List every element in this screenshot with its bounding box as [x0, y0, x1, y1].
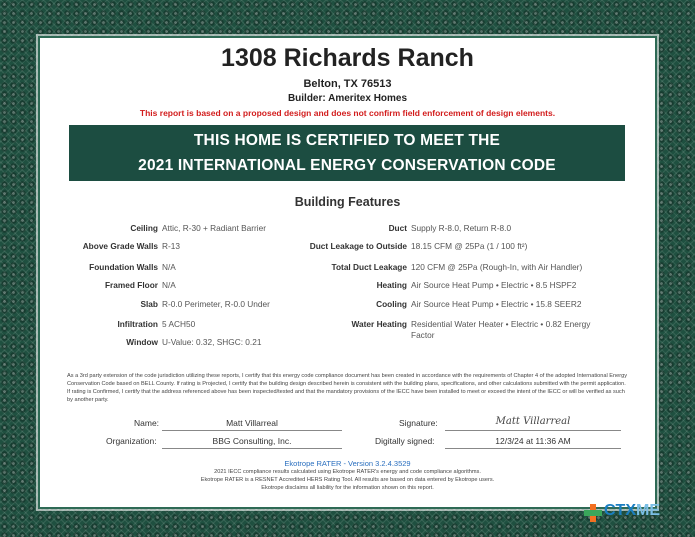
feature-label: Foundation Walls	[89, 262, 158, 272]
organization-label: Organization:	[106, 436, 157, 446]
footer-line-1: 2021 IECC compliance results calculated using Ekotrope RATER's energy and code compliance algorithms.	[214, 469, 481, 475]
feature-value: 5 ACH50	[162, 319, 196, 329]
feature-value: Residential Water Heater • Electric • 0.82 Energy	[411, 319, 591, 329]
feature-label: Duct	[388, 223, 407, 233]
feature-value: 18.15 CFM @ 25Pa (1 / 100 ft²)	[411, 241, 528, 251]
building-features-heading: Building Features	[294, 195, 401, 209]
builder-name: Builder: Ameritex Homes	[287, 93, 408, 104]
ctxme-logo	[582, 500, 695, 530]
feature-label: Framed Floor	[104, 280, 158, 290]
feature-value: Attic, R-30 + Radiant Barrier	[162, 223, 266, 233]
banner-line-1: THIS HOME IS CERTIFIED TO MEET THE	[193, 132, 501, 149]
name-value: Matt Villarreal	[226, 418, 278, 428]
feature-value: R-13	[162, 241, 180, 251]
feature-value: Air Source Heat Pump • Electric • 15.8 SEER2	[411, 299, 582, 309]
date-underline	[445, 448, 621, 449]
feature-label: Infiltration	[117, 319, 158, 329]
digitally-signed-label: Digitally signed:	[375, 436, 435, 446]
signature-image: Matt Villarreal	[495, 416, 571, 427]
feature-value: U-Value: 0.32, SHGC: 0.21	[162, 337, 262, 347]
logo-text: CTXME	[604, 502, 660, 519]
feature-water-heating-cont: Factor	[411, 330, 435, 340]
feature-label: Water Heating	[351, 319, 407, 329]
certification-statement: As a 3rd party extension of the code jurisdiction utilizing these reports, I certify that this energy code compliance document has been created in accordance with the requirements of Chapter 4 of the adopted International Energy Conservation Code based on BELL County. If rating is Projected, I certify that the building design described herein is consistent with the building plans, specifications, and other calculations submitted with the permit application. If rating is Confirmed, I certify that the address referenced above has been inspected/tested and that the mandatory provisions of the IECC have been installed to meet or exceed the intent of the IECC or will be verified as such by another party.	[67, 373, 628, 403]
property-address: 1308 Richards Ranch	[221, 44, 474, 72]
name-label: Name:	[134, 418, 160, 428]
footer-line-3: Ekotrope disclaims all liability for the information shown on this report.	[261, 485, 434, 491]
banner-line-2: 2021 INTERNATIONAL ENERGY CONSERVATION CODE	[138, 157, 556, 174]
digitally-signed-value: 12/3/24 at 11:36 AM	[495, 436, 571, 446]
feature-label: Slab	[140, 299, 158, 309]
feature-label: Total Duct Leakage	[331, 262, 407, 272]
feature-label: Above Grade Walls	[82, 241, 158, 251]
organization-value: BBG Consulting, Inc.	[212, 436, 292, 446]
signature-underline	[445, 430, 621, 431]
feature-label: Ceiling	[130, 223, 158, 233]
signature-label: Signature:	[399, 418, 438, 428]
organization-underline	[162, 448, 342, 449]
footer-line-2: Ekotrope RATER is a RESNET Accredited HERS Rating Tool. All results are based on data entered by Ekotrope users.	[200, 477, 495, 483]
feature-value: 120 CFM @ 25Pa (Rough-In, with Air Handler)	[411, 262, 583, 272]
city-state-zip: Belton, TX 76513	[303, 78, 392, 90]
software-version: Ekotrope RATER - Version 3.2.4.3529	[284, 459, 411, 468]
certification-banner	[69, 125, 625, 181]
feature-label: Window	[126, 337, 158, 347]
feature-label: Cooling	[376, 299, 407, 309]
feature-value: Supply R-8.0, Return R-8.0	[411, 223, 512, 233]
feature-value: N/A	[162, 280, 176, 290]
feature-label: Duct Leakage to Outside	[309, 241, 407, 251]
plus-icon	[584, 504, 602, 522]
name-underline	[162, 430, 342, 431]
feature-label: Heating	[376, 280, 407, 290]
feature-value: R-0.0 Perimeter, R-0.0 Under	[162, 299, 270, 309]
design-disclaimer: This report is based on a proposed design and does not confirm field enforcement of design elements.	[139, 108, 556, 118]
feature-value: Air Source Heat Pump • Electric • 8.5 HSPF2	[411, 280, 577, 290]
feature-value: N/A	[162, 262, 176, 272]
certificate	[40, 38, 655, 507]
